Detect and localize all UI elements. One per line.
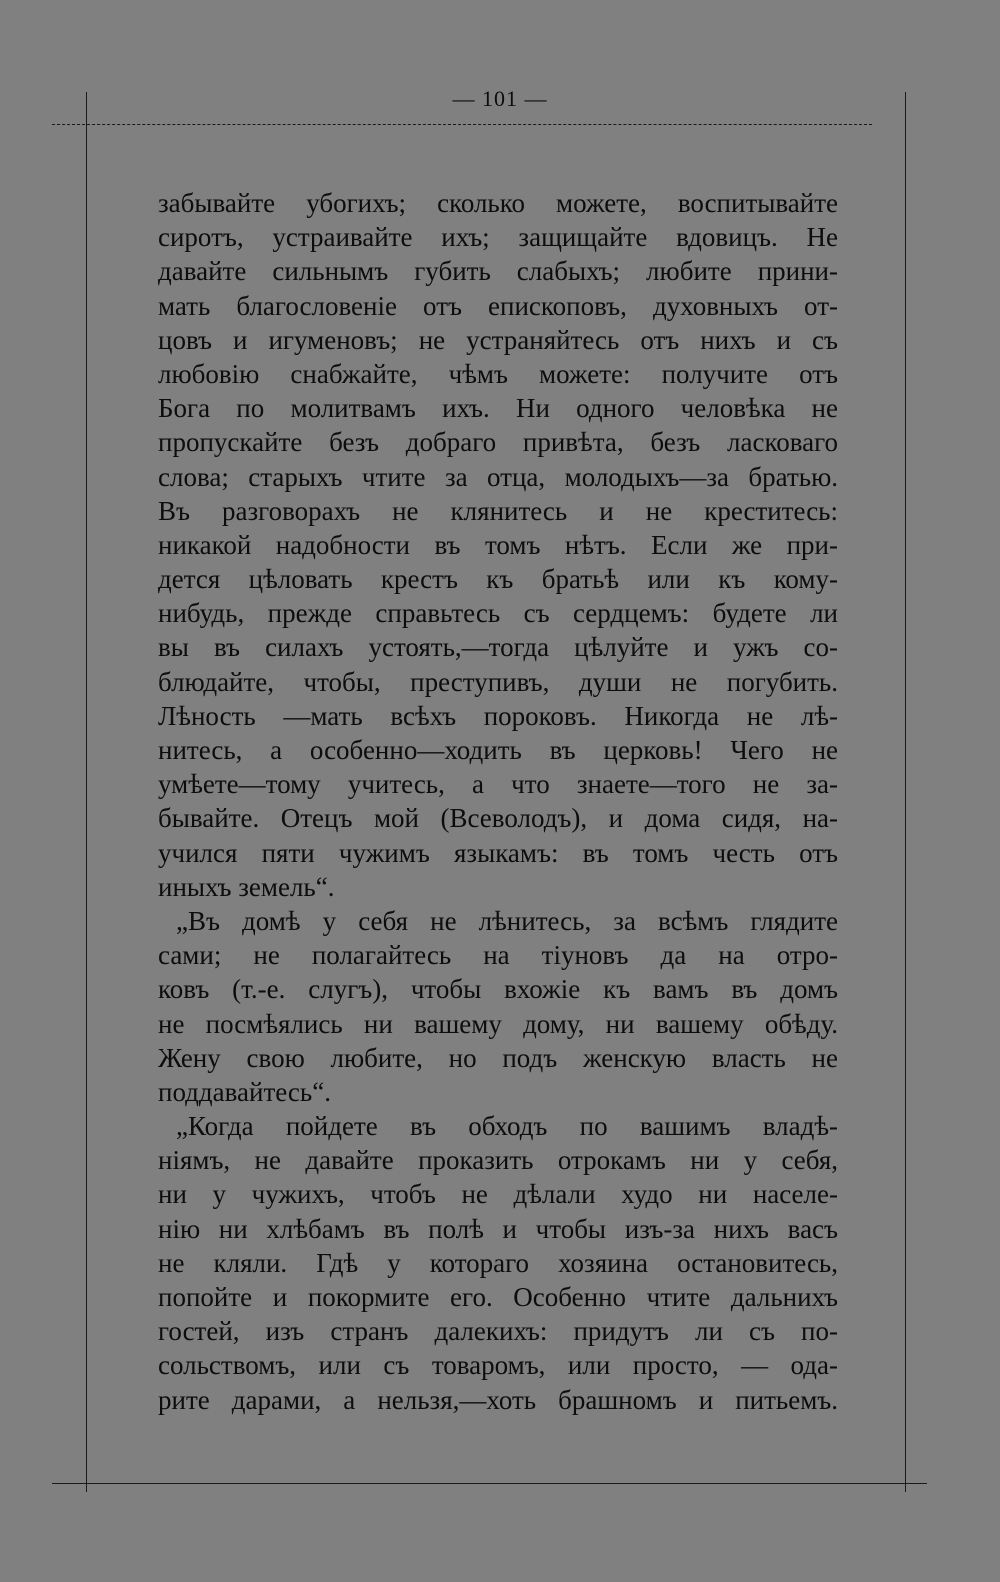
text-line: Жену свою любите, но подъ женскую власть не [158, 1042, 838, 1073]
text-line: не посмѣялись ни вашему дому, ни вашему обѣду. [158, 1008, 838, 1039]
text-line: иныхъ земель“. [158, 871, 335, 902]
page-number: — 101 — [452, 86, 548, 111]
text-line: ни у чужихъ, чтобъ не дѣлали худо ни населе- [158, 1179, 838, 1210]
text-line: вы въ силахъ устоять,—тогда цѣлуйте и ужъ со- [158, 632, 838, 663]
text-line: цовъ и игуменовъ; не устраняйтесь отъ нихъ и съ [158, 324, 838, 355]
text-line: нитесь, а особенно—ходить въ церковь! Чего не [158, 735, 838, 765]
text-line: учился пяти чужимъ языкамъ: въ томъ честь отъ [158, 837, 838, 868]
text-line: поддавайтесь“. [158, 1076, 331, 1107]
text-line: сиротъ, устраивайте ихъ; защищайте вдовицъ. Не [158, 222, 838, 253]
text-line: слова; старыхъ чтите за отца, молодыхъ—за братью. [158, 461, 838, 492]
text-line: сами; не полагайтесь на тіуновъ да на отро- [158, 940, 838, 971]
text-line: не кляли. Гдѣ у котораго хозяина остановитесь, [158, 1247, 838, 1278]
text-line: гостей, изъ странъ далекихъ: придутъ ли съ по- [158, 1316, 838, 1347]
text-line: сольствомъ, или съ товаромъ, или просто, — ода- [158, 1350, 838, 1381]
text-line: пропускайте безъ добраго привѣта, безъ ласковаго [158, 427, 838, 458]
text-line: ковъ (т.-е. слугъ), чтобы вхожіе къ вамъ въ домъ [158, 974, 838, 1005]
text-line: рите дарами, а нельзя,—хоть брашномъ и питьемъ. [158, 1384, 838, 1415]
text-line: любовію снабжайте, чѣмъ можете: получите отъ [158, 358, 838, 389]
right-frame-line [905, 92, 906, 1492]
text-line: бывайте. Отецъ мой (Всеволодъ), и дома сидя, на- [158, 803, 838, 834]
text-line: „Въ домѣ у себя не лѣнитесь, за всѣмъ глядите [176, 905, 838, 936]
top-divider-line [52, 124, 872, 125]
text-line: блюдайте, чтобы, преступивъ, души не погубить. [158, 666, 838, 697]
text-line: попойте и покормите его. Особенно чтите дальнихъ [158, 1282, 838, 1312]
text-line: никакой надобности въ томъ нѣтъ. Если же при- [158, 529, 838, 560]
bottom-divider-line [52, 1483, 927, 1484]
text-line: мать благословеніе отъ епископовъ, духовныхъ от- [158, 290, 838, 321]
text-line: „Когда пойдете въ обходъ по вашимъ владѣ- [176, 1111, 838, 1142]
text-line: забывайте убогихъ; сколько можете, воспитывайте [158, 188, 838, 218]
text-line: давайте сильнымъ губить слабыхъ; любите прини- [158, 256, 838, 287]
text-line: нію ни хлѣбамъ въ полѣ и чтобы изъ-за нихъ васъ [158, 1213, 838, 1244]
text-line: Въ разговорахъ не клянитесь и не креститесь: [158, 495, 838, 526]
text-line: умѣете—тому учитесь, а что знаете—того не за- [158, 769, 838, 800]
left-frame-line [86, 92, 87, 1492]
text-line: Бога по молитвамъ ихъ. Ни одного человѣка не [158, 393, 838, 424]
text-line: Лѣность —мать всѣхъ пороковъ. Никогда не лѣ- [158, 700, 838, 731]
body-text [158, 186, 838, 1417]
text-line: ніямъ, не давайте проказить отрокамъ ни у себя, [158, 1145, 838, 1176]
text-line: нибудь, прежде справьтесь съ сердцемъ: будете ли [158, 598, 838, 629]
text-line: дется цѣловать крестъ къ братьѣ или къ кому- [158, 564, 838, 595]
